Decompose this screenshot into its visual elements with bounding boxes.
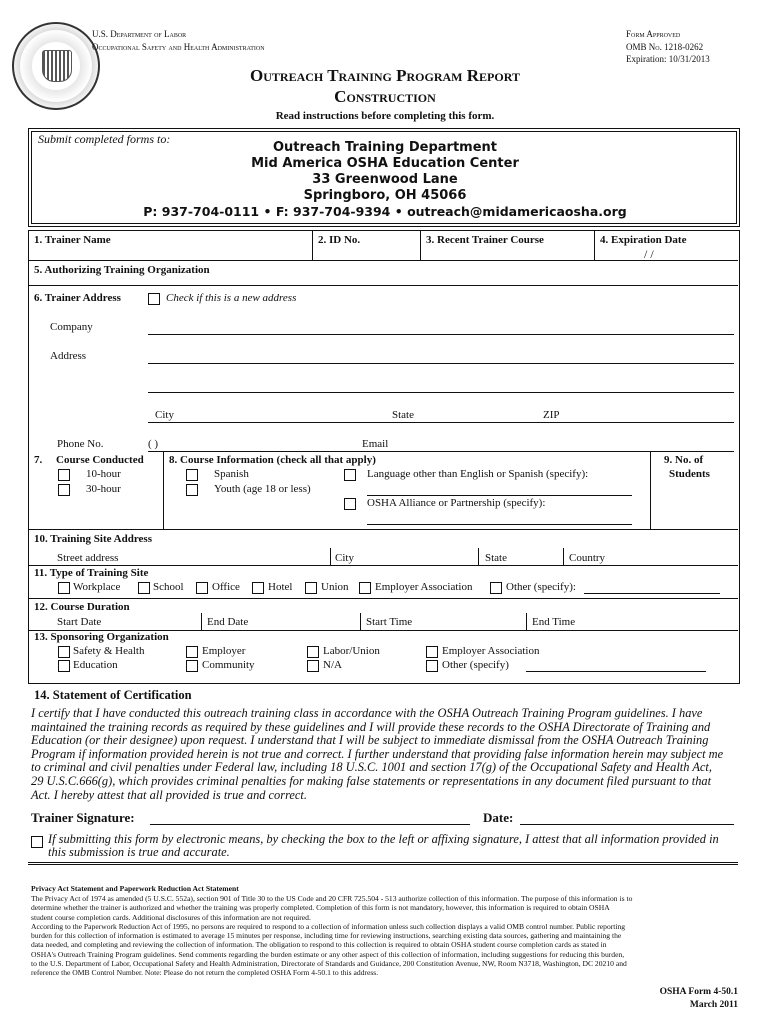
na-label: N/A (323, 659, 342, 671)
alliance-checkbox[interactable] (344, 498, 356, 510)
end-date-label: End Date (207, 616, 249, 628)
sponsor-other-field[interactable] (526, 671, 706, 672)
other-language-checkbox[interactable] (344, 469, 356, 481)
office-label: Office (212, 581, 240, 593)
form-title: Outreach Training Program Report (250, 66, 520, 85)
site-address-label: 10. Training Site Address (34, 533, 152, 545)
10-hour-checkbox[interactable] (58, 469, 70, 481)
city-label: City (155, 409, 174, 421)
form-approved: Form Approved (626, 29, 681, 39)
privacy-title: Privacy Act Statement and Paperwork Reduction Act Statement (31, 884, 239, 893)
start-time-label: Start Time (366, 616, 413, 628)
other-site-field[interactable] (584, 593, 720, 594)
sponsor-label: 13. Sponsoring Organization (34, 631, 169, 643)
students-label-1: 9. No. of (664, 454, 704, 466)
other-language-label: Language other than English or Spanish (specify): (367, 468, 589, 480)
site-city-label: City (335, 552, 354, 564)
phone-field[interactable]: ( ) (148, 438, 159, 450)
workplace-checkbox[interactable] (58, 582, 70, 594)
spanish-label: Spanish (214, 468, 249, 480)
employer-association-label: Employer Association (375, 581, 473, 593)
hotel-label: Hotel (268, 581, 293, 593)
union-label: Union (321, 581, 349, 593)
instructions: Read instructions before completing this form. (275, 110, 495, 122)
submit-line-5: P: 937-704-0111 • F: 937-704-9394 • outreach@midamericaosha.org (143, 204, 627, 219)
alliance-label: OSHA Alliance or Partnership (specify): (367, 497, 546, 509)
email-label: Email (362, 438, 389, 450)
company-field[interactable] (148, 334, 734, 335)
submit-line-1: Outreach Training Department (272, 140, 498, 155)
form-number: OSHA Form 4-50.1 (659, 987, 738, 997)
electronic-attest-line-1: If submitting this form by electronic means, by checking the box to the left or affixing signature, I attest that all information provided in (48, 832, 719, 846)
expiration-date-field[interactable]: / / (644, 247, 654, 261)
city-state-zip-field[interactable] (148, 422, 734, 423)
signature-date-field[interactable] (520, 824, 734, 825)
start-date-label: Start Date (57, 616, 102, 628)
submit-line-4: Springboro, OH 45066 (303, 188, 467, 203)
privacy-text: The Privacy Act of 1974 as amended (5 U.S.C. 552a), section 901 of Title 30 to the US Code and 20 CFR 725.504 - 513 authorize collection of this information. The purpose of this information is to determine whether the trainer is authorized and whether the training was properly completed. Completion of this form is not mandatory, however, this information is required to obtain OSHA student course completion cards. Additional disclosures of this information are not required. According to the Paperwork Reduction Act of 1995, no persons are required to respond to a collection of information unless such collection displays a valid OMB control number. Public reporting burden for this collection of information is estimated to average 15 minutes per response, including time for reviewing instructions, searching existing data sources, gathering and maintaining the data needed, and completing and reviewing the collection of information. The obligation to respond to this collection is required to obtain OSHA student course completion cards as stated in OSHA's Outreach Training Program guidelines. Send comments regarding the burden estimate or any other aspect of this collection of information, including suggestions for reducing this burden, to the U.S. Department of Labor, Occupational Safety and Health Administration, Directorate of Standards and Guidance, 200 Constitution Avenue, NW, Room N3718, Washington, DC 20210 and reference the OMB Control Number. Note: Please do not return the completed OSHA Form 4-50.1 to this address. (31, 894, 633, 978)
state-label: State (392, 409, 414, 421)
submit-label: Submit completed forms to: (38, 132, 171, 146)
address-field[interactable] (148, 363, 734, 364)
other-site-checkbox[interactable] (490, 582, 502, 594)
site-country-label: Country (569, 552, 606, 564)
company-label: Company (50, 321, 93, 333)
address-label: Address (50, 350, 87, 362)
sponsor-employer-association-label: Employer Association (442, 645, 540, 657)
site-type-label: 11. Type of Training Site (34, 567, 149, 579)
site-state-label: State (485, 552, 507, 564)
expiration-date-label: 4. Expiration Date (600, 234, 687, 246)
trainer-name-label: 1. Trainer Name (34, 234, 111, 246)
students-label-2: Students (669, 468, 710, 480)
education-label: Education (73, 659, 118, 671)
other-site-label: Other (specify): (506, 581, 576, 593)
spanish-checkbox[interactable] (186, 469, 198, 481)
youth-checkbox[interactable] (186, 484, 198, 496)
sponsor-employer-association-checkbox[interactable] (426, 646, 438, 658)
workplace-label: Workplace (73, 581, 121, 593)
30-hour-checkbox[interactable] (58, 484, 70, 496)
form-date: March 2011 (689, 1000, 738, 1010)
trainer-signature-field[interactable] (150, 824, 470, 825)
youth-label: Youth (age 18 or less) (214, 483, 311, 495)
labor-union-checkbox[interactable] (307, 646, 319, 658)
id-no-label: 2. ID No. (318, 234, 361, 246)
end-time-label: End Time (532, 616, 576, 628)
new-address-label: Check if this is a new address (166, 292, 297, 304)
trainer-address-label: 6. Trainer Address (34, 292, 121, 304)
electronic-attest-checkbox[interactable] (31, 836, 43, 848)
address-field-2[interactable] (148, 392, 734, 393)
phone-email-field[interactable] (148, 451, 734, 452)
10-hour-label: 10-hour (86, 468, 121, 480)
alliance-field[interactable] (367, 524, 632, 525)
electronic-attest-line-2: this submission is true and accurate. (48, 845, 230, 859)
new-address-checkbox[interactable] (148, 293, 160, 305)
course-duration-label: 12. Course Duration (34, 601, 130, 613)
na-checkbox[interactable] (307, 660, 319, 672)
date-label: Date: (483, 810, 514, 825)
course-info-label: 8. Course Information (check all that apply) (169, 454, 376, 466)
street-label: Street address (57, 552, 119, 564)
submit-line-2: Mid America OSHA Education Center (251, 156, 519, 171)
school-checkbox[interactable] (138, 582, 150, 594)
expiration: Expiration: 10/31/2013 (626, 54, 710, 64)
zip-label: ZIP (543, 409, 560, 421)
dept-line-1: U.S. Department of Labor (92, 29, 187, 39)
submit-line-3: 33 Greenwood Lane (312, 172, 458, 187)
auth-org-label: 5. Authorizing Training Organization (34, 264, 210, 276)
sponsor-other-label: Other (specify) (442, 659, 509, 671)
sponsor-other-checkbox[interactable] (426, 660, 438, 672)
form-subtitle: Construction (334, 87, 436, 106)
30-hour-label: 30-hour (86, 483, 121, 495)
hotel-checkbox[interactable] (252, 582, 264, 594)
education-checkbox[interactable] (58, 660, 70, 672)
recent-course-label: 3. Recent Trainer Course (426, 234, 544, 246)
course-conducted-label: Course Conducted (56, 454, 144, 466)
omb-number: OMB No. 1218-0262 (626, 42, 704, 52)
union-checkbox[interactable] (305, 582, 317, 594)
certification-text: I certify that I have conducted this outreach training class in accordance with the OSHA Outreach Training Program guidelines. I have maintained the training records as required by these guidelines and I will provide these records to the OSHA Directorate of Training and Education (or their designee) upon request. I understand that I will be subject to immediate dismissal from the OSHA Outreach Training Program if information provided herein is not true and correct. I further understand that providing false information herein may subject me to criminal and civil penalties under Federal law, including 18 U.S.C. 1001 and section 17(g) of the Occupational Safety and Health Act, 29 U.S.C.666(g), which provides criminal penalties for making false statements or representations in any document filed pursuant to that Act. I hereby attest that all provided is true and correct. (31, 706, 724, 802)
employer-checkbox[interactable] (186, 646, 198, 658)
safety-health-checkbox[interactable] (58, 646, 70, 658)
community-checkbox[interactable] (186, 660, 198, 672)
phone-label: Phone No. (57, 438, 104, 450)
other-language-field[interactable] (367, 495, 632, 496)
certification-label: 14. Statement of Certification (34, 688, 192, 702)
school-label: School (153, 581, 184, 593)
safety-health-label: Safety & Health (73, 645, 145, 657)
community-label: Community (202, 659, 255, 671)
course-conducted-num: 7. (34, 454, 43, 466)
office-checkbox[interactable] (196, 582, 208, 594)
employer-association-checkbox[interactable] (359, 582, 371, 594)
employer-label: Employer (202, 645, 246, 657)
trainer-signature-label: Trainer Signature: (31, 810, 135, 825)
labor-union-label: Labor/Union (323, 645, 380, 657)
dept-line-2: Occupational Safety and Health Administration (92, 42, 265, 52)
